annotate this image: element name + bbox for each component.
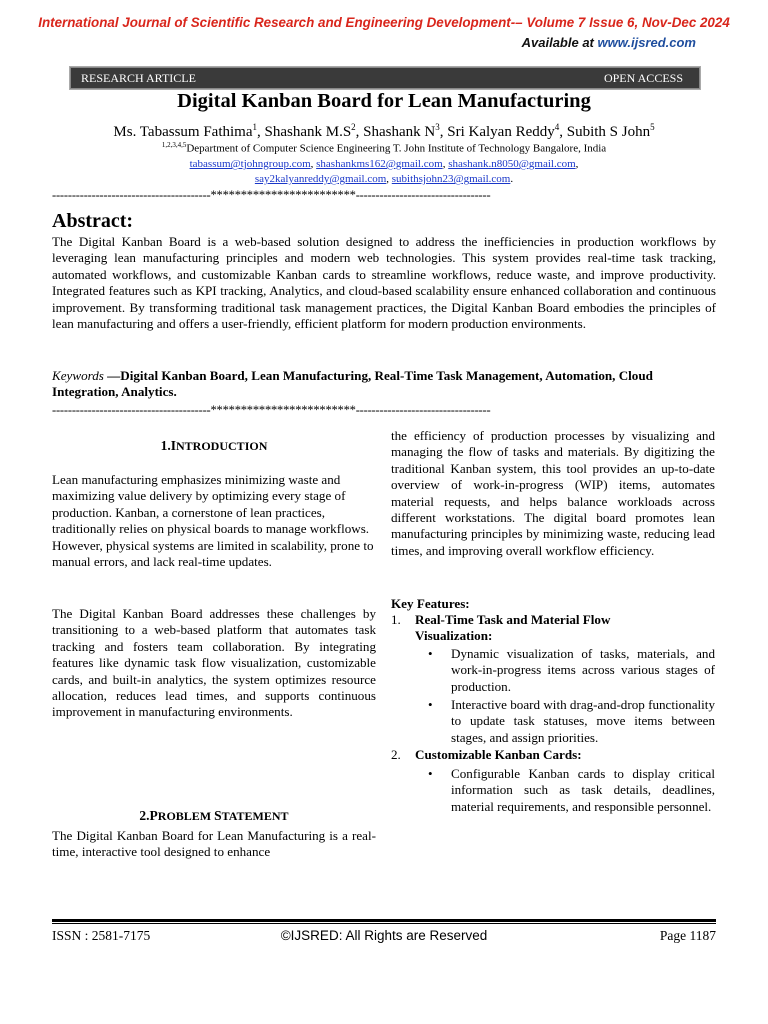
intro-paragraph-1: Lean manufacturing emphasizes minimizing waste and maximizing value delivery by optimizing every stage of production. Kanban, a cornerstone of lean practices, traditionally relies on physical boards to manage workflows. However, physical systems are limited in scalability, prone to manual errors, and lack real-time updates. [52, 472, 374, 570]
author-list: Ms. Tabassum Fathima$^1$, Shashank $M.S^2$, Shashank $N^3$, Sri Kalyan Reddy$^4$, Subith S John$^5$ [113, 122, 655, 140]
feature-bullet: • Interactive board with drag-and-drop functionality to update task statuses, move items between stages, and assign priorities. [428, 697, 715, 745]
keywords-text: —Digital Kanban Board, Lean Manufacturing, Real-Time Task Management, Automation, Cloud Integration, Analytics. [52, 368, 653, 400]
separator-top: ----------------------------------------************************---------------------------------- [52, 188, 491, 202]
author-name: Shashank N [363, 124, 436, 140]
email-link[interactable]: shashankms162@gmail.com [316, 158, 443, 170]
feature-item-1: 1. Real-Time Task and Material Flow Visualization: [391, 612, 611, 644]
email-link[interactable]: subithsjohn23@gmail.com [391, 173, 511, 185]
author-name: Subith S John [566, 124, 651, 140]
abstract-text: The Digital Kanban Board is a web-based solution designed to address the inefficiencies in production workflows by leveraging lean manufacturing principles and modern web technologies. This system provides real-time task tracking, automated workflows, and customizable Kanban cards to streamline workflows, reduce waste, and improve productivity. Integrated features such as KPI tracking, Analytics, and cloud-based scalability ensure enhanced collaboration and continuous improvement. By transforming traditional task management practices, the Digital Kanban Board embodies the principles of lean manufacturing and offers a user-friendly, efficient platform for modern production environments. [52, 234, 716, 332]
journal-url-link[interactable]: www.ijsred.com [597, 35, 696, 50]
separator-bottom: ----------------------------------------************************---------------------------------- [52, 403, 491, 417]
author-sup: 2 [351, 122, 356, 132]
keywords-label: Keywords [52, 368, 104, 383]
intro-paragraph-2: The Digital Kanban Board addresses these challenges by transitioning to a web-based platform that automates task tracking and fosters team collaboration. By integrating features like dynamic task flow visualization, customizable cards, and built-in analytics, the system optimizes resource allocation, reduces lead times, and supports continuous improvement in manufacturing environments. [52, 606, 376, 720]
feature-item-2: 2. Customizable Kanban Cards: [391, 747, 582, 762]
author-sup: 5 [650, 122, 655, 132]
research-article-label: RESEARCH ARTICLE [81, 71, 196, 85]
feature-bullet: • Dynamic visualization of tasks, materials, and work-in-progress items across various stages of production. [428, 646, 715, 694]
section-heading-problem-statement: 2.PROBLEM STATEMENT [139, 808, 289, 823]
key-features-heading: Key Features: [391, 596, 470, 611]
section-heading-introduction: 1.INTRODUCTION [160, 438, 268, 453]
author-name: Ms. Tabassum Fathima [113, 124, 253, 140]
availability-line [522, 35, 696, 50]
affiliation-sup: 1,2,3,4,5 [161, 141, 187, 149]
affiliation-text: Department of Computer Science Engineering T. John Institute of Technology Bangalore, India [186, 142, 607, 155]
paper-title: Digital Kanban Board for Lean Manufacturing [177, 90, 591, 112]
available-label: Available at [521, 35, 598, 50]
journal-header: International Journal of Scientific Research and Engineering Development-– Volume 7 Issue 6, Nov-Dec 2024 [38, 15, 730, 30]
footer-rule-thick [52, 919, 716, 922]
author-sup: 4 [554, 122, 560, 132]
issn: ISSN : 2581-7175 [52, 928, 151, 943]
page-number: Page 1187 [659, 928, 716, 943]
feature-bullet: • Configurable Kanban cards to display critical information such as task details, deadlines, material requirements, and responsible personnel. [428, 766, 715, 814]
email-link[interactable]: say2kalyanreddy@gmail.com [254, 173, 387, 185]
author-name: Shashank M.S [264, 124, 352, 140]
author-name: Sri Kalyan Reddy [447, 124, 555, 140]
affiliation [0, 141, 768, 155]
email-list: tabassum@tjohngroup.com, shashankms162@gmail.com, shashank.n8050@gmail.com, say2kalyanreddy@gmail.com, subithsjohn23@gmail.com. [189, 158, 579, 185]
abstract-heading: Abstract: [52, 210, 134, 232]
open-access-label: OPEN ACCESS [603, 71, 683, 85]
email-link[interactable]: tabassum@tjohngroup.com [189, 158, 311, 170]
author-sup: 1 [252, 122, 257, 132]
article-type-bar [70, 67, 700, 89]
email-link[interactable]: shashank.n8050@gmail.com [448, 158, 576, 170]
footer-rule-thin [52, 923, 716, 924]
problem-paragraph-continued: the efficiency of production processes by visualizing and managing the flow of tasks and materials. By digitizing the traditional Kanban system, this tool provides an up-to-date overview of work-in-progress (WIP) items, automates material requests, and helps balance workloads across different workstations. The digital board promotes lean manufacturing principles by minimizing waste, reducing lead times, and improving overall workflow efficiency. [391, 428, 715, 558]
keywords [52, 368, 716, 401]
author-sup: 3 [435, 122, 440, 132]
copyright: ©IJSRED: All Rights are Reserved [280, 928, 488, 943]
problem-paragraph: The Digital Kanban Board for Lean Manufacturing is a real-time, interactive tool designed to enhance [52, 828, 376, 860]
